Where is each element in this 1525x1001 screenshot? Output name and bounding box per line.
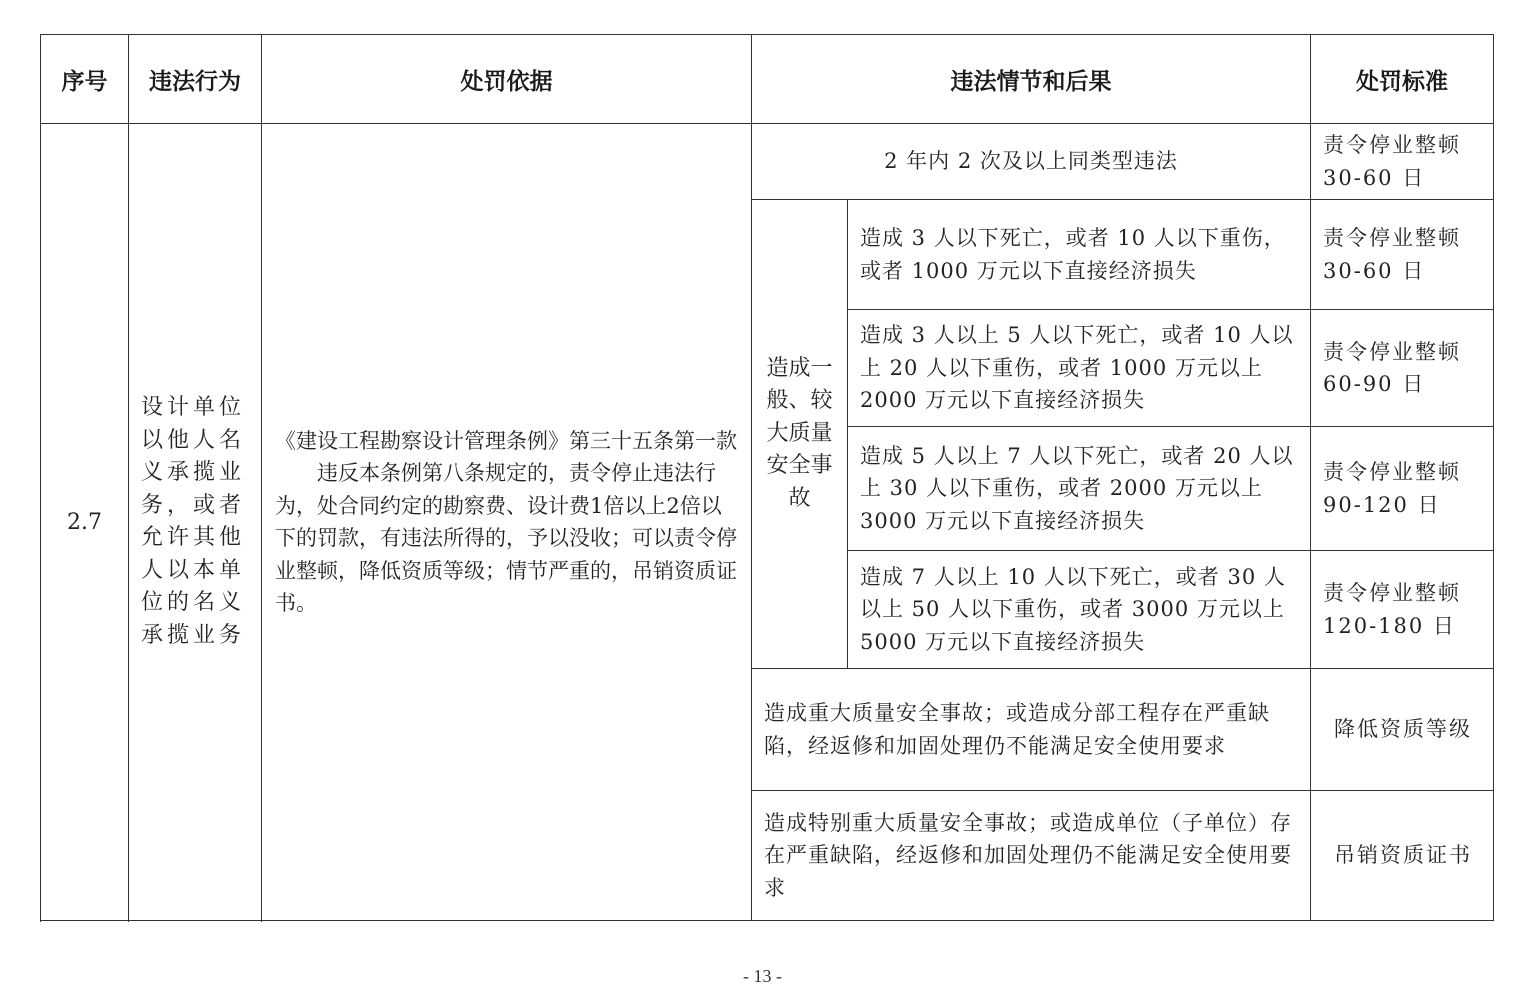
standard-cell: 责令停业整顿30-60 日	[1311, 200, 1494, 310]
header-circumstances: 违法情节和后果	[752, 35, 1311, 124]
standard-cell: 责令停业整顿30-60 日	[1311, 124, 1494, 200]
circumstance-cell: 造成 3 人以上 5 人以下死亡，或者 10 人以上 20 人以下重伤，或者 1000 万元以上 2000 万元以下直接经济损失	[848, 310, 1311, 427]
circumstance-cell: 造成 7 人以上 10 人以下死亡，或者 30 人以上 50 人以下重伤，或者 3000 万元以上 5000 万元以下直接经济损失	[848, 551, 1311, 669]
header-standard: 处罚标准	[1311, 35, 1494, 124]
header-behavior: 违法行为	[129, 35, 262, 124]
page-number: - 13 -	[743, 966, 782, 986]
header-seq: 序号	[41, 35, 129, 124]
table-row	[41, 124, 1494, 200]
standard-cell: 降低资质等级	[1311, 669, 1494, 791]
table-header-row	[41, 35, 1494, 124]
standard-cell: 责令停业整顿90-120 日	[1311, 427, 1494, 551]
standard-cell: 责令停业整顿60-90 日	[1311, 310, 1494, 427]
circumstance-cell: 造成 3 人以下死亡，或者 10 人以下重伤，或者 1000 万元以下直接经济损失	[848, 200, 1311, 310]
circumstance-cell: 造成重大质量安全事故；或造成分部工程存在严重缺陷，经返修和加固处理仍不能满足安全使用要求	[752, 669, 1311, 791]
circumstance-cell: 2 年内 2 次及以上同类型违法	[752, 124, 1311, 200]
row-basis	[262, 124, 752, 921]
standard-cell: 责令停业整顿120-180 日	[1311, 551, 1494, 669]
row-behavior: 设计单位以他人名义承揽业务，或者允许其他人以本单位的名义承揽业务	[129, 124, 262, 921]
row-seq: 2.7	[41, 124, 129, 921]
circumstance-cell: 造成特别重大质量安全事故；或造成单位（子单位）存在严重缺陷，经返修和加固处理仍不能满足安全使用要求	[752, 791, 1311, 921]
header-basis: 处罚依据	[262, 35, 752, 124]
basis-text: 违反本条例第八条规定的，责令停止违法行为，处合同约定的勘察费、设计费1倍以上2倍以下的罚款，有违法所得的，予以没收；可以责令停业整顿，降低资质等级；情节严重的，吊销资质证书。	[275, 461, 737, 615]
circumstance-cell: 造成 5 人以上 7 人以下死亡，或者 20 人以上 30 人以下重伤，或者 2000 万元以上 3000 万元以下直接经济损失	[848, 427, 1311, 551]
category-cell: 造成一般、较大质量安全事故	[752, 200, 848, 669]
penalty-table	[40, 34, 1494, 921]
basis-title: 《建设工程勘察设计管理条例》第三十五条第一款	[275, 428, 737, 453]
standard-cell: 吊销资质证书	[1311, 791, 1494, 921]
